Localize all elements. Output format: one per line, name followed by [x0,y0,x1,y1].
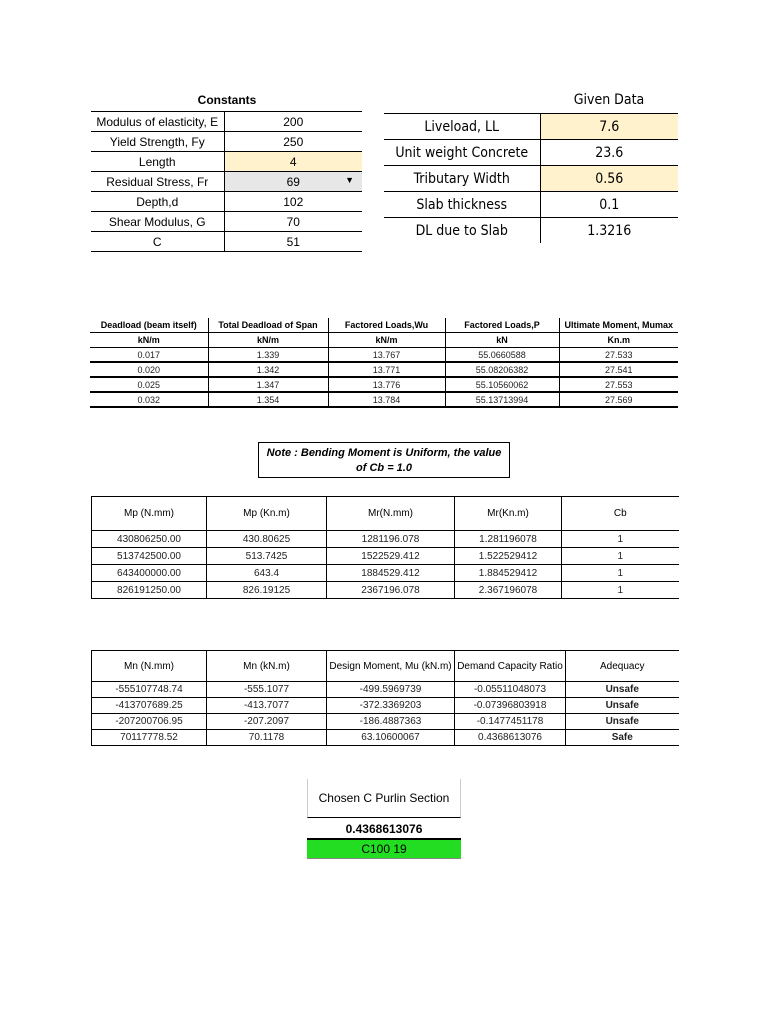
table-cell[interactable]: 513.7425 [207,548,327,565]
table-cell[interactable]: 0.032 [90,392,208,407]
note-line-2: of Cb = 1.0 [356,462,412,474]
given-row-liveload [384,114,678,140]
constant-value-input[interactable]: 4 [224,152,362,172]
constants-row-yield [91,132,362,152]
given-row-unit-weight [384,140,678,166]
constant-label: Modulus of elasticity, E [91,112,224,132]
column-header: Mr(N.mm) [327,497,455,531]
table-row [92,714,679,730]
table-cell[interactable]: 70117778.52 [92,730,207,746]
table-cell[interactable]: 1.354 [208,392,328,407]
given-value-input[interactable]: 0.56 [540,166,678,192]
table-cell[interactable]: 55.13713994 [445,392,559,407]
adequacy-cell[interactable]: Unsafe [566,714,679,730]
table-cell[interactable]: -499.5969739 [327,682,455,698]
constant-value[interactable]: 102 [224,192,362,212]
column-header: Mn (kN.m) [207,651,327,682]
column-header: Mp (Kn.m) [207,497,327,531]
column-header: Design Moment, Mu (kN.m) [327,651,455,682]
capacity-table [91,650,679,746]
constant-label: Shear Modulus, G [91,212,224,232]
table-cell[interactable]: 55.10560062 [445,377,559,392]
column-header: Adequacy [566,651,679,682]
column-header: Factored Loads,Wu [328,318,445,333]
table-row [90,392,678,407]
given-label: Liveload, LL [384,114,540,140]
table-cell[interactable]: 0.020 [90,362,208,377]
constant-label: Yield Strength, Fy [91,132,224,152]
table-cell[interactable]: 1 [562,565,679,582]
note-line-1: Note : Bending Moment is Uniform, the value [266,447,502,459]
constant-value[interactable]: 200 [224,112,362,132]
table-cell[interactable]: 643.4 [207,565,327,582]
given-data-table [384,113,678,243]
given-row-dl-slab [384,218,678,244]
table-row [92,582,679,599]
table-cell[interactable]: 55.0660588 [445,348,559,363]
table-cell[interactable]: -555107748.74 [92,682,207,698]
table-cell[interactable]: 1.339 [208,348,328,363]
column-header: Total Deadload of Span [208,318,328,333]
dropdown-value: 69 [286,174,300,189]
table-cell[interactable]: -207.2097 [207,714,327,730]
constants-row-length [91,152,362,172]
column-header: Factored Loads,P [445,318,559,333]
table-row [90,348,678,363]
table-cell[interactable]: 1.884529412 [455,565,562,582]
table-cell[interactable]: 430806250.00 [92,531,207,548]
loads-header-row [90,318,678,333]
table-cell[interactable]: 643400000.00 [92,565,207,582]
table-cell[interactable]: 2.367196078 [455,582,562,599]
moments-header-row [92,497,679,531]
residual-stress-dropdown[interactable] [224,172,362,192]
table-row [90,377,678,392]
given-data-title: Given Data [573,92,645,108]
constants-row-modulus [91,112,362,132]
table-cell[interactable]: 13.776 [328,377,445,392]
given-row-slab [384,192,678,218]
table-cell[interactable]: -0.1477451178 [455,714,566,730]
constants-row-c [91,232,362,252]
table-cell[interactable]: 1.281196078 [455,531,562,548]
table-cell[interactable]: 1522529.412 [327,548,455,565]
given-value[interactable]: 1.3216 [587,222,632,239]
chosen-section-box [307,779,461,859]
constants-row-residual [91,172,362,192]
table-cell[interactable]: 27.533 [559,348,678,363]
table-cell[interactable]: 63.10600067 [327,730,455,746]
column-header: Mn (N.mm) [92,651,207,682]
table-cell[interactable]: -413707689.25 [92,698,207,714]
column-header: Ultimate Moment, Mumax [559,318,678,333]
table-cell[interactable]: 826.19125 [207,582,327,599]
constant-label: C [91,232,224,252]
adequacy-cell[interactable]: Safe [566,730,679,746]
column-header: Demand Capacity Ratio [455,651,566,682]
table-cell[interactable]: -555.1077 [207,682,327,698]
table-cell[interactable]: 1.522529412 [455,548,562,565]
unit-cell: kN/m [208,333,328,348]
unit-cell: Kn.m [559,333,678,348]
table-cell[interactable]: 0.017 [90,348,208,363]
adequacy-cell[interactable]: Unsafe [566,698,679,714]
constant-label: Length [91,152,224,172]
table-cell[interactable]: 1.347 [208,377,328,392]
table-cell[interactable]: -186.4887363 [327,714,455,730]
unit-cell: kN/m [90,333,208,348]
given-label: Tributary Width [384,166,540,192]
table-cell[interactable]: 0.4368613076 [455,730,566,746]
given-row-tributary [384,166,678,192]
table-cell[interactable]: 826191250.00 [92,582,207,599]
constant-label: Residual Stress, Fr [91,172,224,192]
column-header: Cb [562,497,679,531]
table-cell[interactable]: 55.08206382 [445,362,559,377]
table-cell[interactable]: 1884529.412 [327,565,455,582]
constant-value[interactable]: 51 [224,232,362,252]
table-cell[interactable]: 430.80625 [207,531,327,548]
chosen-section-name[interactable]: C100 19 [307,840,461,859]
table-cell[interactable]: 0.025 [90,377,208,392]
adequacy-cell[interactable]: Unsafe [566,682,679,698]
table-row [90,362,678,377]
given-value-input[interactable]: 7.6 [540,114,678,140]
constant-value[interactable]: 250 [224,132,362,152]
table-row [92,565,679,582]
loads-table [90,318,678,408]
table-cell[interactable]: 1 [562,548,679,565]
constant-label: Depth,d [91,192,224,212]
column-header: Mr(Kn.m) [455,497,562,531]
given-label: Slab thickness [384,192,540,218]
constants-table [91,111,362,252]
dropdown-arrow-icon[interactable]: ▼ [345,175,354,185]
table-cell[interactable]: 1281196.078 [327,531,455,548]
loads-units-row [90,333,678,348]
capacity-header-row [92,651,679,682]
given-label: DL due to Slab [384,218,540,244]
note-box [258,442,510,478]
table-cell[interactable]: -413.7077 [207,698,327,714]
unit-cell: kN [445,333,559,348]
table-cell[interactable]: 70.1178 [207,730,327,746]
given-label: Unit weight Concrete [384,140,540,166]
constant-value[interactable]: 70 [224,212,362,232]
constants-row-depth [91,192,362,212]
column-header: Mp (N.mm) [92,497,207,531]
unit-cell: kN/m [328,333,445,348]
table-row [92,531,679,548]
given-value[interactable]: 0.1 [540,192,678,218]
table-cell[interactable]: 27.569 [559,392,678,407]
table-cell[interactable]: -372.3369203 [327,698,455,714]
moments-table [91,496,679,599]
chosen-section-title: Chosen C Purlin Section [307,779,461,818]
chosen-ratio-value[interactable]: 0.4368613076 [307,818,461,840]
column-header: Deadload (beam itself) [90,318,208,333]
table-cell[interactable]: 513742500.00 [92,548,207,565]
table-row [92,730,679,746]
table-row [92,682,679,698]
constants-row-shear [91,212,362,232]
table-row [92,698,679,714]
table-cell[interactable]: -0.05511048073 [455,682,566,698]
table-cell[interactable]: 13.771 [328,362,445,377]
table-cell[interactable]: 1 [562,531,679,548]
table-cell[interactable]: -207200706.95 [92,714,207,730]
table-cell[interactable]: 13.767 [328,348,445,363]
table-cell[interactable]: 2367196.078 [327,582,455,599]
table-cell[interactable]: 27.541 [559,362,678,377]
table-row [92,548,679,565]
table-cell[interactable]: 1 [562,582,679,599]
constants-title: Constants [197,93,257,107]
table-cell[interactable]: 13.784 [328,392,445,407]
table-cell[interactable]: 27.553 [559,377,678,392]
table-cell[interactable]: 1.342 [208,362,328,377]
given-value[interactable]: 23.6 [540,140,678,166]
table-cell[interactable]: -0.07396803918 [455,698,566,714]
